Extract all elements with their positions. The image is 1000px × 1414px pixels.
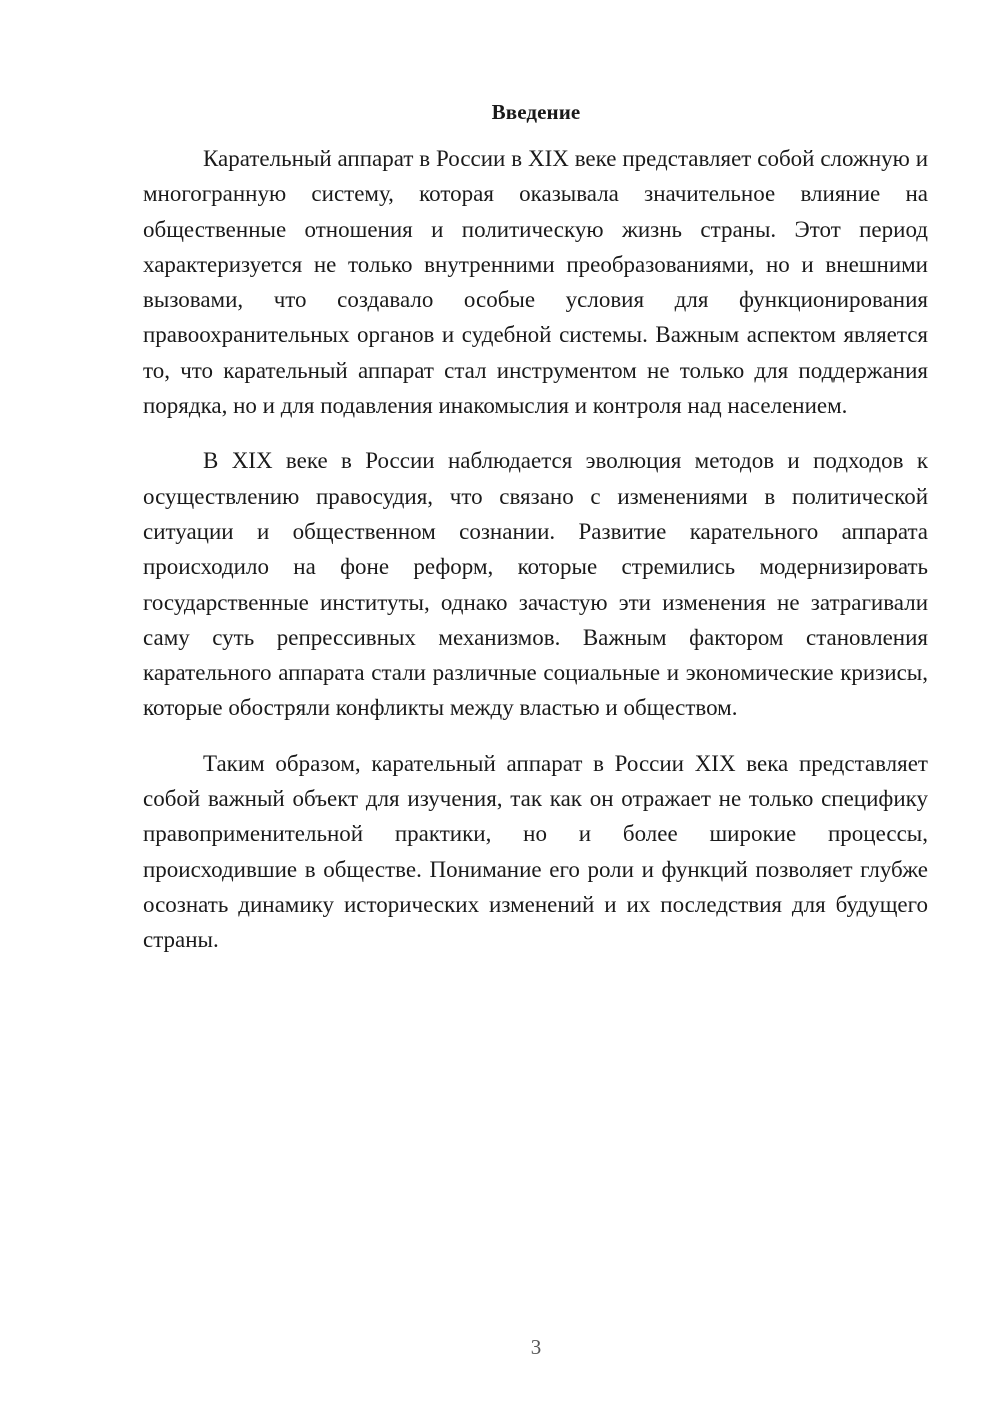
paragraph-3: Таким образом, карательный аппарат в России XIX века представляет собой важный объект для изучения, так как он отражает не только специфику правоприменительной практики, но и более широкие процессы, происходившие в обществе. Понимание его роли и функций позволяет глубже осознать динамику исторических изменений и их последствия для будущего страны.: [143, 750, 928, 953]
page-title: Введение: [491, 100, 581, 124]
paragraph-1: Карательный аппарат в России в XIX веке представляет собой сложную и многогранную систему, которая оказывала значительное влияние на общественные отношения и политическую жизнь страны. Этот период характеризуется не только внутренними преобразованиями, но и внешними вызовами, что создавало особые условия для функционирования правоохранительных органов и судебной системы. Важным аспектом является то, что карательный аппарат стал инструментом не только для поддержания порядка, но и для подавления инакомыслия и контроля над населением.: [143, 146, 928, 419]
body-text: [143, 141, 928, 978]
page-number: 3: [530, 1335, 542, 1359]
paragraph-2: В XIX веке в России наблюдается эволюция методов и подходов к осуществлению правосудия, что связано с изменениями в политической ситуации и общественном сознании. Развитие карательного аппарата происходило на фоне реформ, которые стремились модернизировать государственные институты, однако зачастую эти изменения не затрагивали саму суть репрессивных механизмов. Важным фактором становления карательного аппарата стали различные социальные и экономические кризисы, которые обостряли конфликты между властью и обществом.: [143, 448, 928, 721]
